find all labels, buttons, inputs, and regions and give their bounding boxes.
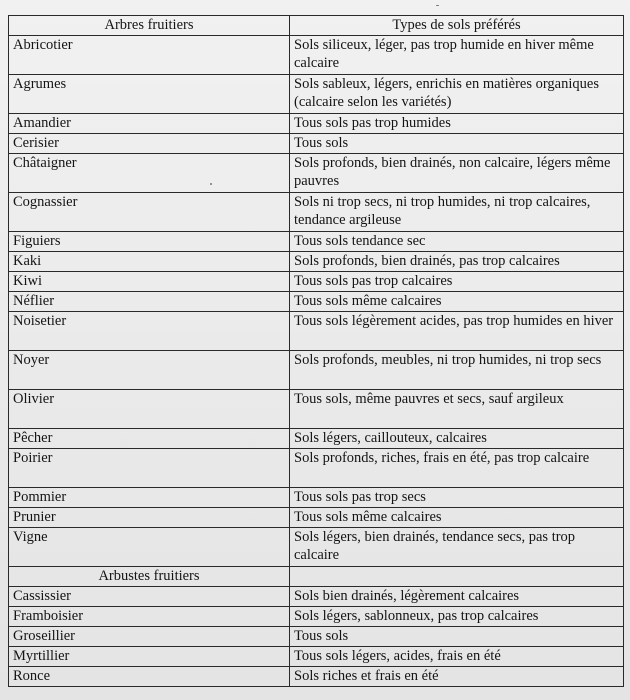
fruit-name-cell: Vigne <box>9 528 290 567</box>
table-row <box>9 667 624 687</box>
soil-type-cell: Tous sols légèrement acides, pas trop humides en hiver <box>290 312 624 351</box>
table-row <box>9 36 624 75</box>
fruit-name-cell: Cassissier <box>9 587 290 607</box>
soil-type-cell: Sols profonds, meubles, ni trop humides, ni trop secs <box>290 351 624 390</box>
table-row <box>9 312 624 351</box>
soil-type-cell: Tous sols pas trop humides <box>290 114 624 134</box>
table-row <box>9 488 624 508</box>
shrubs-subheader-empty-cell <box>290 567 624 587</box>
table-row <box>9 528 624 567</box>
soil-type-cell: Tous sols pas trop secs <box>290 488 624 508</box>
soil-type-cell: Tous sols <box>290 134 624 154</box>
fruit-name-cell: Cognassier <box>9 193 290 232</box>
soil-type-cell: Sols siliceux, léger, pas trop humide en hiver même calcaire <box>290 36 624 75</box>
soil-type-cell: Sols riches et frais en été <box>290 667 624 687</box>
table-row <box>9 647 624 667</box>
table-row <box>9 508 624 528</box>
soil-type-cell: Tous sols tendance sec <box>290 232 624 252</box>
table-row <box>9 292 624 312</box>
fruit-name-cell: Ronce <box>9 667 290 687</box>
fruit-name-cell: Kaki <box>9 252 290 272</box>
fruit-name-cell: Cerisier <box>9 134 290 154</box>
soil-type-cell: Sols profonds, riches, frais en été, pas trop calcaire <box>290 449 624 488</box>
table-row <box>9 114 624 134</box>
fruit-name-cell: Amandier <box>9 114 290 134</box>
shrubs-subheader-row <box>9 567 624 587</box>
table-row <box>9 429 624 449</box>
fruit-name-cell: Pêcher <box>9 429 290 449</box>
table-row <box>9 134 624 154</box>
table-row <box>9 193 624 232</box>
tree-rows <box>9 36 624 567</box>
fruit-name-cell: Poirier <box>9 449 290 488</box>
soil-type-cell: Tous sols <box>290 627 624 647</box>
fruit-name-cell: Abricotier <box>9 36 290 75</box>
fruit-name-cell: Noyer <box>9 351 290 390</box>
table-header-row <box>9 16 624 36</box>
column-header-trees: Arbres fruitiers <box>9 16 290 36</box>
soil-type-cell: Sols profonds, bien drainés, non calcaire, légers même pauvres <box>290 154 624 193</box>
soil-type-cell: Tous sols, même pauvres et secs, sauf argileux <box>290 390 624 429</box>
soil-type-cell: Tous sols légers, acides, frais en été <box>290 647 624 667</box>
fruit-name-cell: Myrtillier <box>9 647 290 667</box>
soil-type-cell: Tous sols même calcaires <box>290 508 624 528</box>
soil-type-cell: Sols légers, bien drainés, tendance secs, pas trop calcaire <box>290 528 624 567</box>
table-row <box>9 351 624 390</box>
table-row <box>9 390 624 429</box>
soil-type-cell: Sols sableux, légers, enrichis en matières organiques (calcaire selon les variétés) <box>290 75 624 114</box>
table-row <box>9 587 624 607</box>
fruit-name-cell: Agrumes <box>9 75 290 114</box>
fruit-name-cell: Prunier <box>9 508 290 528</box>
fruit-name-cell: Olivier <box>9 390 290 429</box>
shrubs-subheader: Arbustes fruitiers <box>9 567 290 587</box>
fruit-name-cell: Châtaigner <box>9 154 290 193</box>
soil-preference-table <box>8 15 624 687</box>
soil-type-cell: Sols légers, sablonneux, pas trop calcaires <box>290 607 624 627</box>
table-row <box>9 154 624 193</box>
table-row <box>9 449 624 488</box>
fruit-name-cell: Néflier <box>9 292 290 312</box>
soil-type-cell: Sols bien drainés, légèrement calcaires <box>290 587 624 607</box>
soil-type-cell: Tous sols même calcaires <box>290 292 624 312</box>
soil-type-cell: Tous sols pas trop calcaires <box>290 272 624 292</box>
table-row <box>9 75 624 114</box>
fruit-name-cell: Groseillier <box>9 627 290 647</box>
soil-type-cell: Sols légers, caillouteux, calcaires <box>290 429 624 449</box>
fruit-name-cell: Noisetier <box>9 312 290 351</box>
shrub-rows <box>9 567 624 687</box>
scan-speck <box>436 5 439 6</box>
soil-type-cell: Sols profonds, bien drainés, pas trop calcaires <box>290 252 624 272</box>
table-row <box>9 272 624 292</box>
soil-type-cell: Sols ni trop secs, ni trop humides, ni trop calcaires, tendance argileuse <box>290 193 624 232</box>
table-row <box>9 232 624 252</box>
fruit-name-cell: Framboisier <box>9 607 290 627</box>
table-row <box>9 252 624 272</box>
table-row <box>9 627 624 647</box>
table-row <box>9 607 624 627</box>
column-header-soil-types: Types de sols préférés <box>290 16 624 36</box>
fruit-name-cell: Figuiers <box>9 232 290 252</box>
fruit-name-cell: Pommier <box>9 488 290 508</box>
fruit-name-cell: Kiwi <box>9 272 290 292</box>
